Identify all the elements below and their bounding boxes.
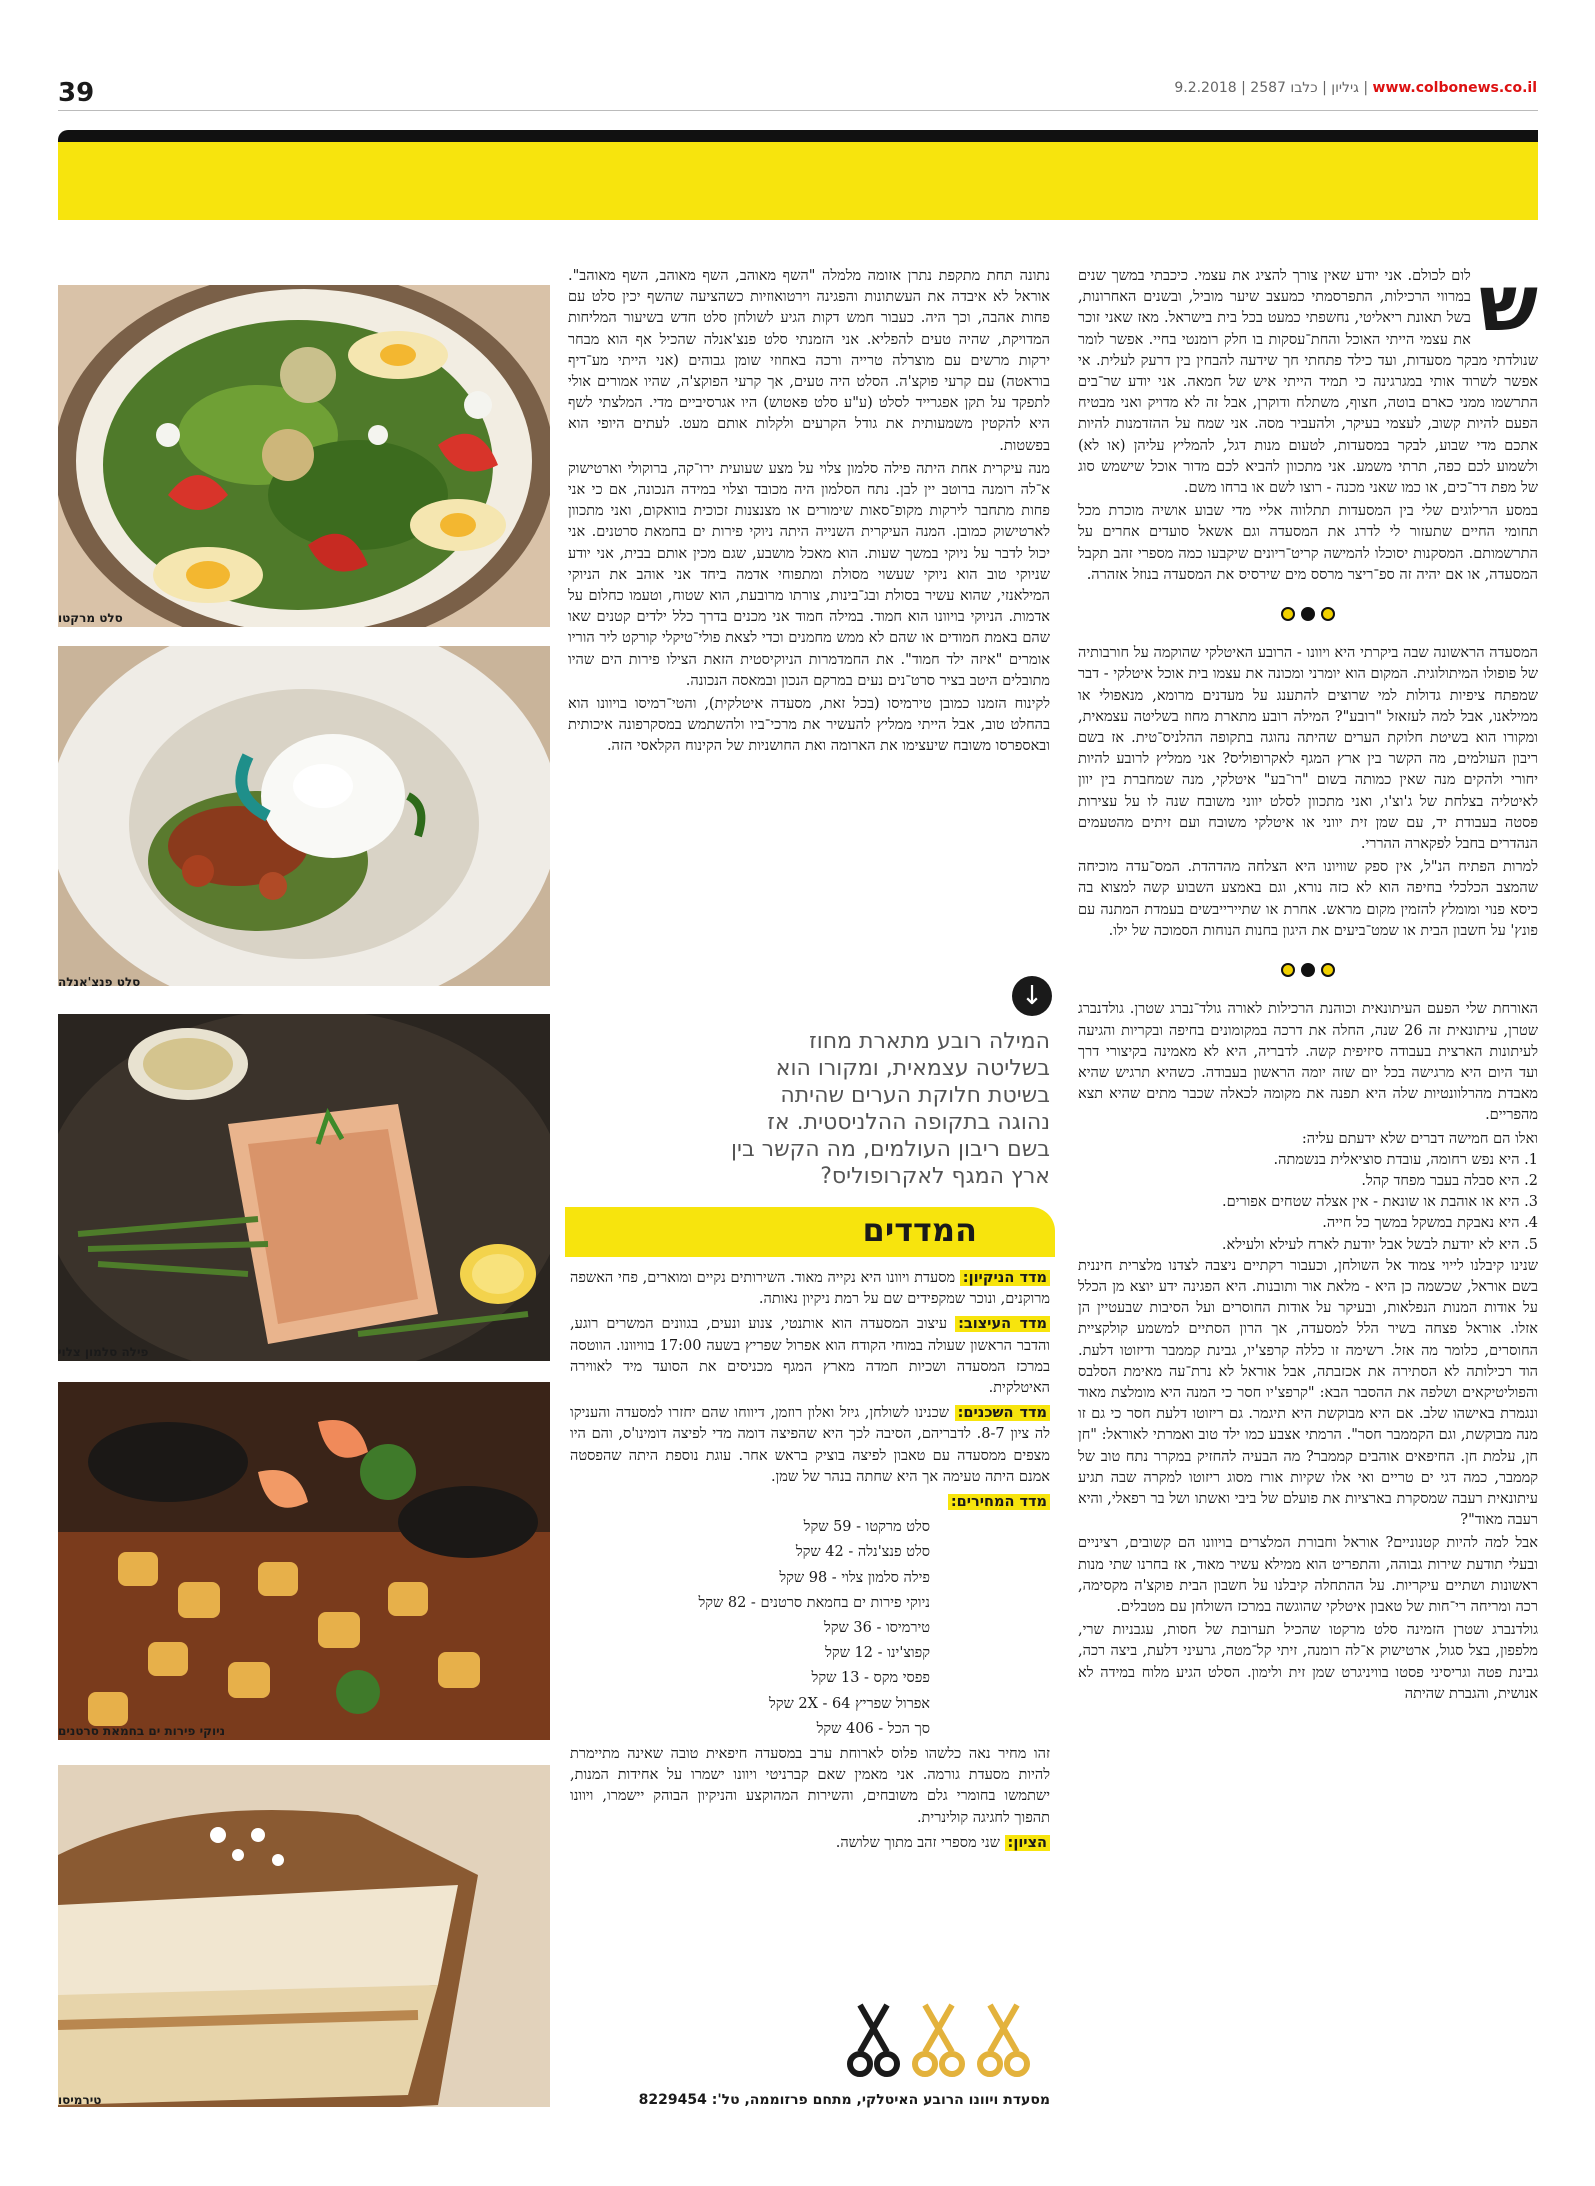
ratings-box (570, 1268, 1050, 1858)
clean-label: מדד הניקיון: (960, 1270, 1050, 1286)
tiramisu-photo (58, 1765, 550, 2107)
clean-rating: מדד הניקיון: מסעדת ויוונו היא נקייה מאוד. השירותים נקיים ומוארים, פחי האשפה מרוקנים, ונוכר שמקפידים שם על רמת ניקיון נאותה. (570, 1270, 1050, 1308)
list-item: 4. היא נאבקת במשקל במשך כל חייה. (1322, 1215, 1538, 1232)
article-paragraph: אבל למה להיות קטנוניים? אוראל וחבורת המלצרים בויוונו הם קשובים, רציניים ובעלי תודעת שירות גבוהה, והתפריט הוא ממילא עשיר מאוד, אז בחרנו שתי מנות ראשונות ושתיים עיקריות. על ההתחלה קיבלנו על חשבון הבית פוקצ'ה מקסימה, רכה ומריחה רי־חות של טאבון איטלקי שהוגשה במרכז השולחן עם מטבלים. (1078, 1535, 1538, 1615)
section-banner (58, 142, 1538, 220)
list-item: 3. היא או אוהבת או שונאת - אין אצלה שטחים אפורים. (1222, 1194, 1538, 1211)
article-paragraph: גולדנברג שטרן הזמינה סלט מרקטו שהכיל תערובת של חסות, עגבניות שרי, מלפפון, בצל סגול, ארטישוק א־לה רומנה, זיתי קל־מטה, גרעיני דלעת, ביצה רכה, גבינת פטה וגריסיני פסטו בוויניגרט שמן זית ולימון. הסלט הגיע מלוח במידה לא אנושית, והגברת שהיתה (1078, 1622, 1538, 1702)
article-paragraph: מנה עיקרית אחת היתה פילה סלמון צלוי על מצע שעועית ירו־קה, ברוקולי וארטישוק א־לה רומנה ברוטב יין לבן. נתח הסלמון היה מכובד וצלוי במידה הנכונה, אם כי אני פחות מתחבר לירקות מקופ־סאות שימורים או מצנצנות זכוכית בוואקום, ואני מתכוון לארטישוק כמובן. המנה העיקרית השנייה היתה ניוקי פירות ים בחמאת סרטנים. אני יכול לדבר על ניוקי במשך שעות. הוא מאכל מושבע, שגם מכין אותם בבית, אני יודע שניוקי טוב הוא ניוקי שעשוי מסולת ומתפוחי אדמה ביחד אני אוהב את הניוקי המילאנזי, שהוא עשיר בסולת ובג־בינות, צורתו מרובעת, הוא שטוח, וטעמו כחלום על אדמות. הניוקי בויוונו הוא חמוד. במילה חמוד אני מכנים בדרך כלל ילדים קטנים שאו שהם באמת חמודים או שהם לא ממש מחמנים וכדי לצאת פולי־טיקלי קורקט ליר הוריו אומרים "איזה ילד חמוד". את החמדמרות הניוקיסטית הזאת הצילו פירות הים שהיו מתובלים היטב בציר סרט־נים נעים במרקם הנכון ובמאסה הנכונה. (568, 460, 1050, 689)
article-paragraph: האורחת שלי הפעם העיתונאית וכוהנת הרכילות לאורה גולד־נברג שטרן. גולדנברג שטרן, עיתונאית זה 26 שנה, החלה את דרכה במקומונים בחיפה ובקריות והגיעה לעיתונות הארצית בעבודה סיזיפית קשה. לדבריה, היא לא מאמינה בקיצורי דרך ועד היום היא מרגישה בכל יום שזה יומה הראשון בעבודה. כשהיא תרגיש שהיא מאבדת מהרלוונטיות שלה היא תפנה את מקומה לכאלה שכבר מתים שהיא תצא מהפריים. (1078, 1001, 1538, 1124)
prices-label: מדד המחירים: (948, 1494, 1050, 1510)
article-paragraph: למרות הפתיח הנ"ל, אין ספק שוויונו היא הצלחה מהדהדת. המס־עדה מוכיחה שהמצב הכלכלי בחיפה הוא לא כזה נורא, וגם באמצע השבוע קשה למצוא בה כיסא פנוי ומומלץ להזמין מקום מראש. אחרת או שתיירייבשים בעמדת המתנה עם פונץ' על חשבון הבית או שמט־ביעים את היגון בחנות הנוחות הסמוכה של ילו. (1078, 859, 1538, 939)
page-number: 39 (58, 78, 95, 108)
section-divider (1078, 604, 1538, 625)
price-item: סלט פנצ'נלה - 42 שקל (795, 1544, 930, 1561)
salmon-photo (58, 1014, 550, 1361)
section-divider (1078, 960, 1538, 981)
gnocchi-photo (58, 1382, 550, 1740)
site-url[interactable]: www.colbonews.co.il (1372, 80, 1537, 96)
burrata-salad-photo (58, 646, 550, 986)
salad-photo (58, 285, 550, 627)
restaurant-credit: מסעדת ויוונו הרובע האיטלקי, מתחם פרזוממה, טל': 8229454 (638, 2092, 1050, 2108)
star-icon (1301, 963, 1315, 977)
price-item: פילה סלמון צלוי - 98 שקל (779, 1569, 930, 1586)
star-icon (1281, 607, 1295, 621)
list-intro: ואלו הם חמישה דברים שלא ידעתם עליה: (1301, 1130, 1538, 1147)
prices-label-row (570, 1492, 1050, 1513)
star-icon (1321, 963, 1335, 977)
ratings-title: המדדים (862, 1211, 977, 1249)
article-middle-column (568, 266, 1050, 760)
price-item: טירמיסו - 36 שקל (823, 1620, 930, 1637)
star-icon (1301, 607, 1315, 621)
price-item: ניוקי פירות ים בחמאת סרטנים - 82 שקל (698, 1594, 930, 1611)
price-item: סך הכל - 406 שקל (816, 1720, 930, 1737)
intro-paragraph: ש לום לכולם. אני יודע שאין צורך להציג את עצמי. כיכבתי במשך שנים במרווי הרכילות, התפרסמתי כמעצב שיער מוביל, ובשנים האחרונות, בשל תאונת ריאליטי, נחשפתי כמעט בכל בית בישראל. מאז שאני זוכר את עצמי הייתי האוכל והחת־עסקות בו חלק רומנטי בחיי. אפשר לומר שנולדתי מבקר מסעדות, ועד כילד פתחתי חך שידעה להבחין בין דרעק לעלית. אי אפשר לשרוד אותי במגרגינה כי תמיד הייתי איש של חמאה. אני יודע שר־בים התרשמו ממני כארם בוטה, חצוף, משתלח ודוקרן, אבל זה לא מדויק ואני מבטיח הפעם להיות קשוב, לעצמי בעיקר, ולהעביר מסה. אני שמח על ההזדמנות להיות אתכם מדי שבוע, לבקר במסעדות, לטעום מנות דגל, להמליץ עליהן (או לא) ולשמוע לכם כפה, תרתי משמע. אני מתכוון להביא לכם מדור אוכל שישמש סוג של מפת דר־כים, או כמו שאני מכנה - רוצו לשם או ברחו משם. (1078, 259, 1538, 497)
neighbors-rating: מדד השכנים: שכנינו לשולחן, גיזל ואלון רוזמן, דיווחו שהם יחזרו למסעדה והעניקו לה ציון 8-7. לדבריהם, הסיבה לכך היא שהפיצה דומה מדי לפיצה דומינו'ס, והם היו מצפים ממסעדה עם טאבון לפיצה בוציק בראש אחר. עוגת נוספת היתה שהפסטה אמנם היתה טעימה אך היא שחתה בנהר של שמן. (570, 1405, 1050, 1485)
design-rating: מדד העיצוב: עיצוב המסעדה הוא אותנטי, צנוע ונעים, בגוונים המשרים רוגע, והדבר הראשון שעולה במוחי הקודח הוא אפרול שפריץ בשעה 17:00 בוויוונו. הווטסה במרכז המסעדה ושכיות חמדה מארץ המגף מכניסים את הסועד מיד לאווירה האיטלקית. (570, 1316, 1051, 1397)
article-paragraph: במסע הרילוגים שלי בין המסעדות תתלווה אליי מדי שבוע אושיה מוכרת מכל תחומי החיים שתעזור לי לדרג את המסעדה וגם אשאל סועדים אחרים על התרשמותם. המסקנות יסוכלו להמישה קריט־ריונים שיקבעו כמה מספרי זהב תקבל המסעדה, או אם יהיה זה ספ־ריצר מרסס מים שירסיס את המסעדה בנוזל אזהרה. (1078, 503, 1538, 583)
neighbors-label: מדד השכנים: (955, 1405, 1050, 1421)
article-paragraph: לקינוח הזמנו כמובן טירמיסו (בכל זאת, מסעדה איטלקית), והטי־רמיסו בויוונו הוא בהחלט טוב, אבל הייתי ממליץ להעשיר את מרכי־ביו ולהשתמש במסקרפונה איכותית ובאספרסו משובח שיעצימו את הארומה ואת החושניות של הקינוח הקלאסי הזה. (568, 696, 1050, 755)
star-icon (1321, 607, 1335, 621)
scissors-black-icon (845, 2000, 1045, 2080)
drop-cap: ש (1478, 259, 1538, 349)
score-row: הציון: שני מספרי זהב מתוך שלושה. (570, 1833, 1050, 1854)
arrow-down-icon: ↓ (1012, 976, 1052, 1016)
title-bar (58, 130, 1538, 142)
price-item: סלט מרקטו - 59 שקל (803, 1519, 930, 1536)
score-icons (845, 2000, 1045, 2080)
article-paragraph: שנינו קיבלנו לייוי צמוד אל השולחן, וכעבור רקתיים ניצבה לצדנו מלצרית חיננית בשם אוראל, שכשמה כן היא - מלאת אור ותובנות. היא הפגינה ידע יוצא מן הכלל על אודות המנות הנפלאות, ובעיקר על אודות החוסרים ועל הסיבות שבעטיין הן אזלו. אוראל פצחה בשיר הלל למסעדה, אך הרון הסתיים למשמע קולקציית החוסרים, כלומר מה אזל. רשימה זו כללה קרפצ'יו, גבינת קממבר ודיזוטו דלעת. הוד רכילותה לא הסתירה את אכזבתה, אבל אוראל לא נרת־עה מאימת הסלבס והפוליטיקאים ושלפה את ההסבר הבא: "קרפצ'יו חסר כי המנה היא מומלצת מאוד ונגמרת באישהו שלב. אם היא מבוקשת היא תיגמר. גם ריזוטו דלעת חסר כי גם זו מנה מבוקשת, וגם הקממבר חסר". הרמתי אצבע כמו ילד טוב ואמרתי לאוראל: "חן חן, עלמת חן. החיפאים אוהבים קממבר? מה הבעיה להחזיק במקרר נתח טוב של קממבר, כמה דגי ים טריים ואי אלו שקיות אורז מסוג ריזוטו למקרה שבה תגיע עיתונאית רעבה שמסקרת בארציות את פועלם של ביבי ואשתו ושל בר רפאלי, והיא רעבה מאוד"? (1078, 1257, 1538, 1529)
photo-caption: טירמיסו (58, 2093, 102, 2107)
article-paragraph: נתונה תחת מתקפת נתרן אזומה מלמלה "השף מאוהב, השף מאוהב, השף מאוהב". אוראל לא איבדה את העשתונות והפגינה וירטואוזיות כשהציעה שהשף יכין סלט עם פחות אהבה, וכך היה. כעבור חמש דקות הגיע לשולחן סלט חדש בשיעור המליחות המדויקת, שהיה טעים להפליא. אני הזמנתי סלט פנצ'אנלה שהכיל אף הוא מבחר ירקות מרשים עם מוצרלה טרייה ורכה באחוזי שומן גבוהים (אני הייתי מע־דיף בוראטה) עם קרעי פוקצ'ה. הסלט היה טעים, אך קרעי הפוקצ'ה, שהיו אמורים אולי לתפקד על תקן אפגרייד לסלט (ע"ע סלט פאטוש) היו אגרסיביים מדי. המלצתי לשף היא להקטין משמעותית את גודל הקרעים ולקלות אותם מעט. לעתים היופי הוא בפשטות. (568, 268, 1050, 454)
list-item: 2. היא סבלה בעבר מפחד קהל. (1361, 1172, 1538, 1189)
list-item: 1. היא נפש רחומה, עובדת סוציאלית בנשמתה. (1273, 1151, 1538, 1168)
price-item: אפרול שפריץ 2X - 64 שקל (768, 1695, 930, 1712)
issue-date: 9.2.2018 | 2587 גיליון | כלבו | (1174, 80, 1369, 96)
article-paragraph: המסעדה הראשונה שבה ביקרתי היא ויוונו - הרובע האיטלקי שהוקמה על חורבותיה של פופולו המיתולוגית. המקום הוא יומרני ומכונה את עצמו בית אוכל איטלקי - דבר שמפתח ציפיות גדולות למי שרוצים להתענג על מעדנים מרומא, מנאפולי או ממילאנו, אבל למה לעזאזל "רובע"? המילה רובע מתארת מחוז בשליטה עצמאית, ומקורו הוא בשיטת חלוקת הערים שהיתה נהוגה בתקופה ההלניס־טית. אז בשם ריבון העולמים, מה הקשר בין ארץ המגף לאקרופוליס? אני ממליץ לרובע להיות יחורי ולהקים מנה שאין כמותה בשום "רו־בע" איטלקי, מנה שמחברת בין יוון לאיטליה בצלחת של ג'וצ'ו, ואני מתכוון לסלט יווני משובח שנה לו על עצירות פסטה בעבודת יד, עם שמן זית יווני או איטלקי משובח ועם זיתים מהטעמים הנהדרים בחבל לפקארה ההררי. (1078, 645, 1538, 853)
photo-caption: סלט מרקטו (58, 611, 123, 625)
prices-summary: זהו מחיר נאה כלשהו פלוס לארוחת ערב במסעדה חיפאית טובה שאינה מתיימרת להיות מסעדת גורמה. אני מאמין שאם קברניטי ויוונו ישמרו על אחידות המנות, ישתמשו בחומרי גלם משובחים, והשירות המהוקצע והניקיון הבוהק יישמרו, ויוונו תהפוך לחגיגה קולינרית. (570, 1746, 1050, 1826)
star-icon (1281, 963, 1295, 977)
design-label: מדד העיצוב: (955, 1316, 1050, 1332)
article-right-column (1078, 259, 1538, 1707)
score-label: הציון: (1005, 1835, 1050, 1851)
photo-caption: פילה סלמון צלוי (58, 1345, 149, 1359)
price-item: פפסי מקס - 13 שקל (811, 1670, 930, 1687)
price-item: קפוצ'ינו - 12 שקל (825, 1645, 930, 1662)
photo-caption: סלט פנצ'אנלה (58, 975, 141, 989)
list-item: 5. היא לא יודעת לבשל אבל יודעת לארח לעילא ולעילא. (1221, 1236, 1538, 1253)
ratings-header (565, 1207, 1055, 1257)
issue-info (1174, 80, 1537, 96)
header-rule (58, 110, 1538, 111)
photo-caption: ניוקי פירות ים בחמאת סרטנים (58, 1724, 226, 1738)
pull-quote: המילה רובע מתארת מחוז בשליטה עצמאית, ומקורו הוא בשיטת חלוקת הערים שהיתה נהוגה בתקופה ההלניסטית. אז בשם ריבון העולמים, מה הקשר בין ארץ המגף לאקרופוליס? (731, 1029, 1050, 1189)
